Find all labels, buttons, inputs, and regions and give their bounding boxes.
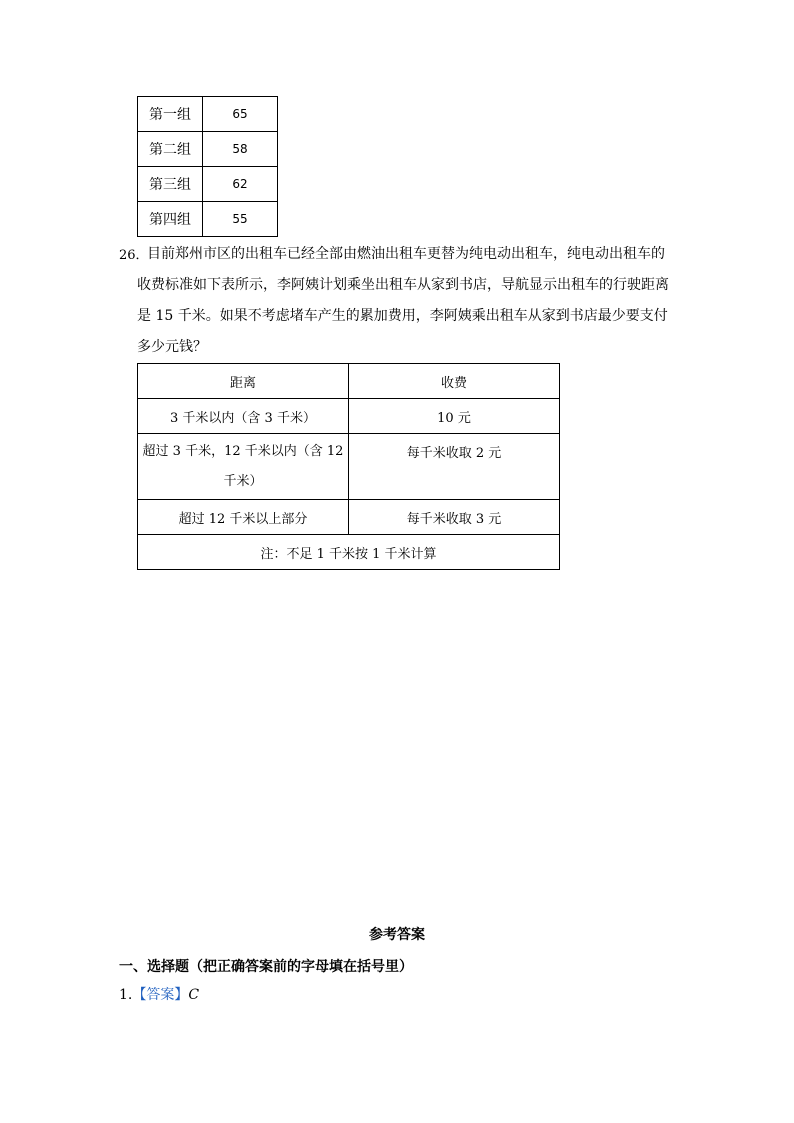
answer-number: 1. [119,987,133,1003]
answer-item [119,984,199,1004]
fare-table [137,363,560,570]
group-value-cell: 58 [203,132,278,167]
table-row [138,500,560,535]
question-number: 26． [119,248,149,263]
group-score-table [137,96,278,237]
table-row [138,132,278,167]
group-name-cell: 第四组 [138,202,203,237]
note-cell: 注：不足 1 千米按 1 千米计算 [138,535,560,570]
answer-heading: 参考答案 [369,927,425,943]
header-distance: 距离 [138,364,349,399]
fee-cell: 每千米收取 2 元 [349,434,560,500]
group-name-cell: 第三组 [138,167,203,202]
distance-cell [138,434,349,500]
question-line-4: 多少元钱？ [137,339,207,355]
fee-cell: 每千米收取 3 元 [349,500,560,535]
question-line-3: 是 15 千米。如果不考虑堵车产生的累加费用，李阿姨乘出租车从家到书店最少要支付 [137,308,668,324]
answer-value: C [188,987,200,1003]
header-fee: 收费 [349,364,560,399]
question-line-2: 收费标准如下表所示，李阿姨计划乘坐出租车从家到书店，导航显示出租车的行驶距离 [137,277,669,293]
group-value-cell: 62 [203,167,278,202]
table-note-row [138,535,560,570]
table-row [138,399,560,434]
distance-line: 千米） [223,473,263,489]
question-line-1: 目前郑州市区的出租车已经全部由燃油出租车更替为纯电动出租车，纯电动出租车的 [147,246,665,262]
table-header-row [138,364,560,399]
answer-tag: 【答案】 [132,987,189,1003]
group-name-cell: 第一组 [138,97,203,132]
table-row [138,167,278,202]
table-row [138,97,278,132]
table-row [138,434,560,500]
distance-cell: 超过 12 千米以上部分 [138,500,349,535]
table-row [138,202,278,237]
group-name-cell: 第二组 [138,132,203,167]
distance-cell: 3 千米以内（含 3 千米） [138,399,349,434]
section-title: 一、选择题（把正确答案前的字母填在括号里） [119,959,413,975]
group-value-cell: 55 [203,202,278,237]
group-value-cell: 65 [203,97,278,132]
fee-cell: 10 元 [349,399,560,434]
distance-line: 超过 3 千米，12 千米以内（含 12 [142,443,344,459]
